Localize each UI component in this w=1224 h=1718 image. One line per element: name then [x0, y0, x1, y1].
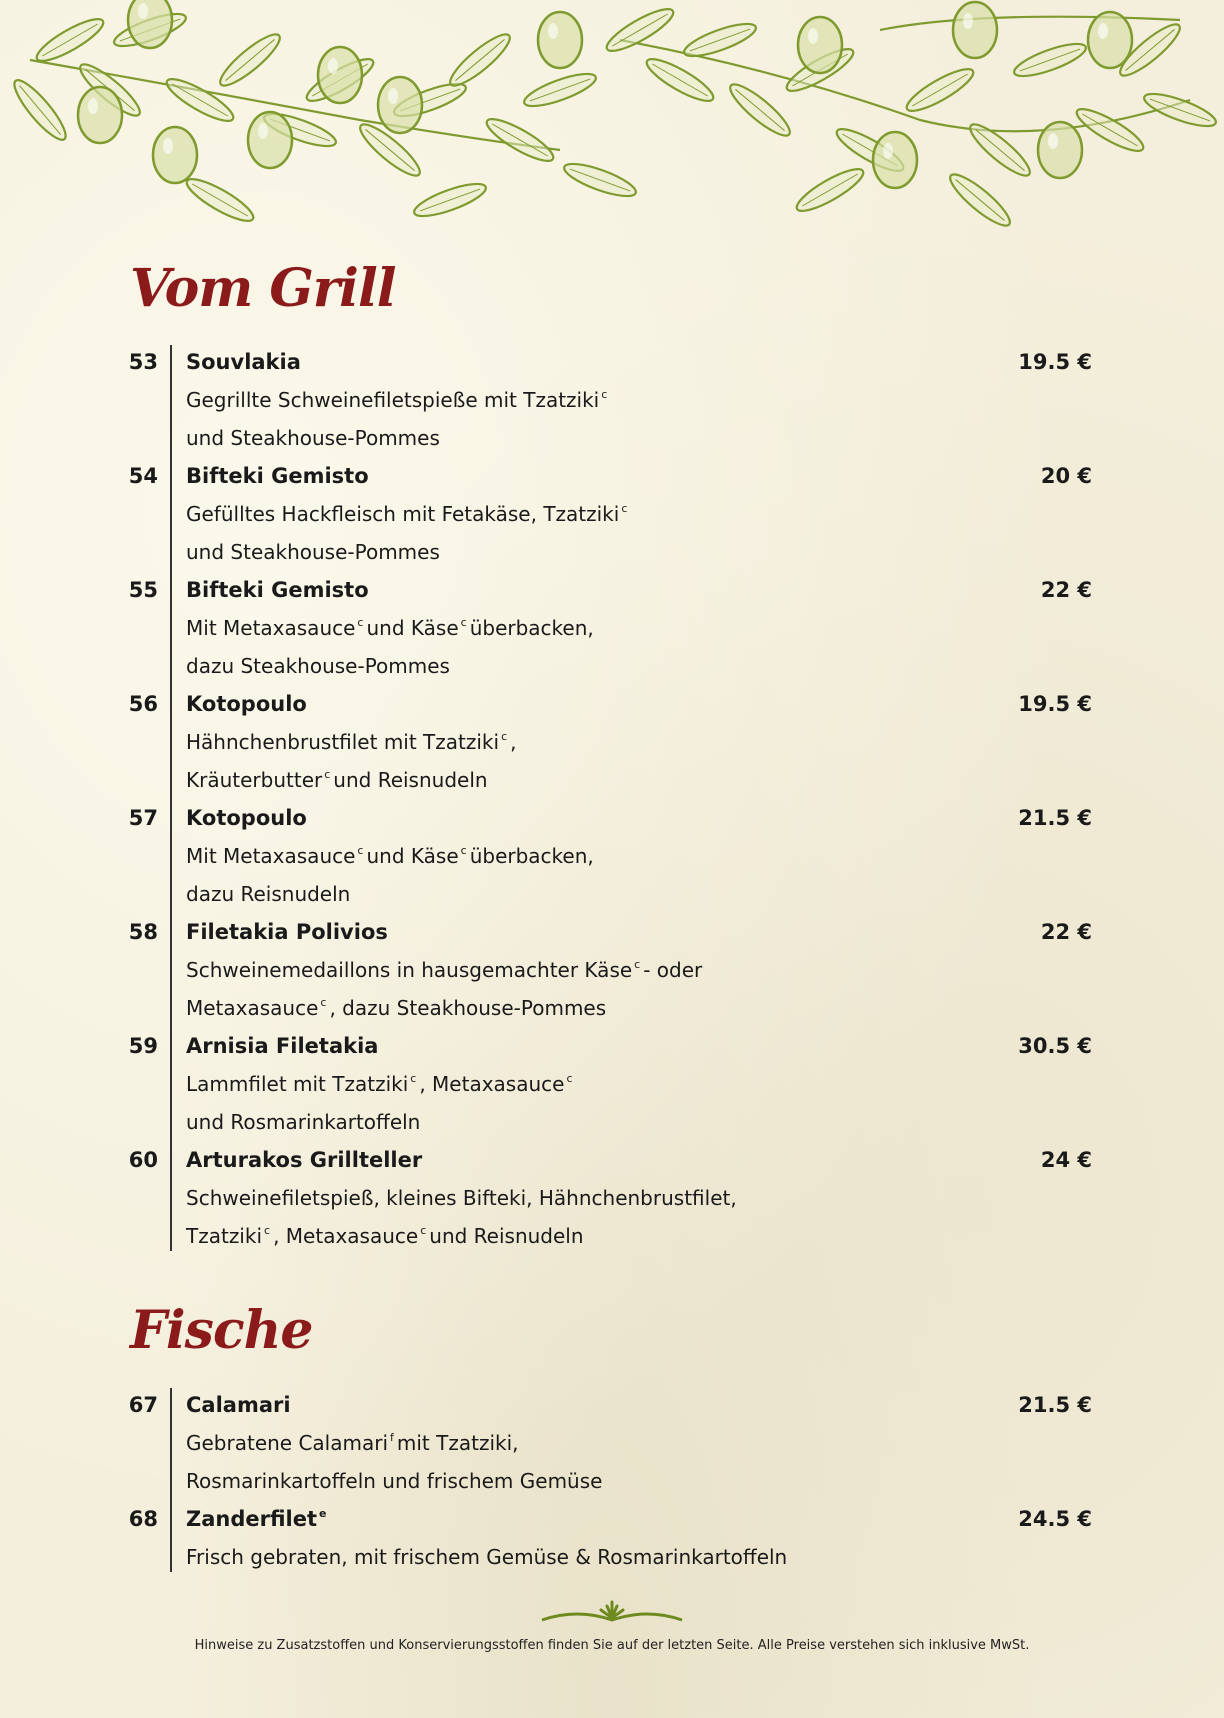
- item-description: [186, 1065, 966, 1141]
- description-text: Lammfilet mit Tzatziki: [186, 1072, 409, 1096]
- section-title-vom-grill: Vom Grill: [130, 258, 396, 319]
- description-text: dazu Steakhouse-Pommes: [186, 654, 450, 678]
- item-price: 19.5 €: [1018, 692, 1092, 716]
- description-text: und Steakhouse-Pommes: [186, 540, 440, 564]
- item-number: 54: [128, 464, 158, 488]
- allergen-marker: c: [460, 616, 467, 629]
- item-price: 21.5 €: [1018, 806, 1092, 830]
- allergen-marker: c: [420, 1224, 427, 1237]
- allergen-marker: c: [324, 768, 331, 781]
- description-text: , dazu Steakhouse-Pommes: [329, 996, 607, 1020]
- item-price: 22 €: [1040, 578, 1092, 602]
- item-name: Bifteki Gemisto: [186, 464, 369, 488]
- description-text: dazu Reisnudeln: [186, 882, 351, 906]
- item-number: 60: [128, 1148, 158, 1172]
- menu-item: [0, 913, 1224, 1027]
- item-name: Arturakos Grillteller: [186, 1148, 423, 1172]
- menu-item: [0, 457, 1224, 571]
- allergen-marker: e: [319, 1507, 327, 1520]
- item-price: 24.5 €: [1018, 1507, 1092, 1531]
- description-text: Hähnchenbrustfilet mit Tzatziki: [186, 730, 500, 754]
- description-text: und Käse: [366, 616, 459, 640]
- footnote: Hinweise zu Zusatzstoffen und Konservierungsstoffen finden Sie auf der letzten Seite. Alle Preise verstehen sich inklusive MwSt.: [194, 1638, 1030, 1653]
- item-price: 22 €: [1040, 920, 1092, 944]
- item-name: Kotopoulo: [186, 806, 307, 830]
- menu-item: [0, 1500, 1224, 1576]
- item-price: 19.5 €: [1018, 350, 1092, 374]
- item-name: Souvlakia: [186, 350, 301, 374]
- description-text: Tzatziki: [186, 1224, 263, 1248]
- menu-item: [0, 685, 1224, 799]
- item-price: 21.5 €: [1018, 1393, 1092, 1417]
- item-name: Kotopoulo: [186, 692, 307, 716]
- item-number: 68: [128, 1507, 158, 1531]
- item-number: 67: [128, 1393, 158, 1417]
- description-text: Gebratene Calamari: [186, 1431, 389, 1455]
- allergen-marker: c: [320, 996, 327, 1009]
- description-text: und Rosmarinkartoffeln: [186, 1110, 421, 1134]
- item-number: 59: [128, 1034, 158, 1058]
- description-text: mit Tzatziki,: [396, 1431, 519, 1455]
- menu-list-fische: [0, 1386, 1224, 1576]
- description-text: - oder: [643, 958, 703, 982]
- item-name: Zanderfilet $^e$: [186, 1507, 327, 1531]
- description-text: , Metaxasauce: [419, 1072, 565, 1096]
- item-description: [186, 837, 966, 913]
- allergen-marker: c: [357, 616, 364, 629]
- item-description: [186, 495, 966, 571]
- description-text: , Metaxasauce: [273, 1224, 419, 1248]
- description-text: Frisch gebraten, mit frischem Gemüse & Rosmarinkartoffeln: [186, 1545, 788, 1569]
- description-text: überbacken,: [469, 844, 594, 868]
- description-text: und Reisnudeln: [429, 1224, 584, 1248]
- item-name: Arnisia Filetakia: [186, 1034, 379, 1058]
- menu-item: [0, 1386, 1224, 1500]
- allergen-marker: c: [410, 1072, 417, 1085]
- description-text: Mit Metaxasauce: [186, 844, 356, 868]
- item-number: 56: [128, 692, 158, 716]
- menu-item: [0, 1141, 1224, 1255]
- item-description: [186, 609, 966, 685]
- menu-item: [0, 1027, 1224, 1141]
- description-text: überbacken,: [469, 616, 594, 640]
- item-price: 20 €: [1040, 464, 1092, 488]
- section-title-fische: Fische: [130, 1300, 313, 1361]
- flourish-ornament: [537, 1598, 687, 1628]
- item-description: [186, 381, 966, 457]
- description-text: Schweinemedaillons in hausgemachter Käse: [186, 958, 633, 982]
- item-description: [186, 1179, 966, 1255]
- allergen-marker: c: [460, 844, 467, 857]
- item-price: 30.5 €: [1018, 1034, 1092, 1058]
- item-name: Bifteki Gemisto: [186, 578, 369, 602]
- allergen-marker: c: [357, 844, 364, 857]
- description-text: ,: [510, 730, 517, 754]
- allergen-marker: f: [390, 1431, 394, 1444]
- description-text: und Käse: [366, 844, 459, 868]
- description-text: Schweinefiletspieß, kleines Bifteki, Hähnchenbrustfilet,: [186, 1186, 737, 1210]
- item-name: Calamari: [186, 1393, 291, 1417]
- allergen-marker: c: [601, 388, 608, 401]
- item-number: 58: [128, 920, 158, 944]
- item-number: 57: [128, 806, 158, 830]
- description-text: Rosmarinkartoffeln und frischem Gemüse: [186, 1469, 603, 1493]
- allergen-marker: c: [566, 1072, 573, 1085]
- item-number: 55: [128, 578, 158, 602]
- description-text: Gegrillte Schweinefiletspieße mit Tzatziki: [186, 388, 600, 412]
- olive-branch-decoration: [0, 0, 1224, 240]
- description-text: Kräuterbutter: [186, 768, 323, 792]
- item-number: 53: [128, 350, 158, 374]
- item-description: [186, 723, 966, 799]
- item-price: 24 €: [1040, 1148, 1092, 1172]
- menu-list-vom-grill: [0, 343, 1224, 1255]
- description-text: und Steakhouse-Pommes: [186, 426, 440, 450]
- allergen-marker: c: [621, 502, 628, 515]
- item-description: [186, 951, 966, 1027]
- item-name: Filetakia Polivios: [186, 920, 388, 944]
- allergen-marker: c: [501, 730, 508, 743]
- description-text: Metaxasauce: [186, 996, 319, 1020]
- item-description: [186, 1538, 966, 1576]
- description-text: Mit Metaxasauce: [186, 616, 356, 640]
- item-description: [186, 1424, 966, 1500]
- allergen-marker: c: [634, 958, 641, 971]
- menu-item: [0, 799, 1224, 913]
- description-text: und Reisnudeln: [333, 768, 488, 792]
- menu-item: [0, 343, 1224, 457]
- allergen-marker: c: [264, 1224, 271, 1237]
- description-text: Gefülltes Hackfleisch mit Fetakäse, Tzatziki: [186, 502, 620, 526]
- menu-item: [0, 571, 1224, 685]
